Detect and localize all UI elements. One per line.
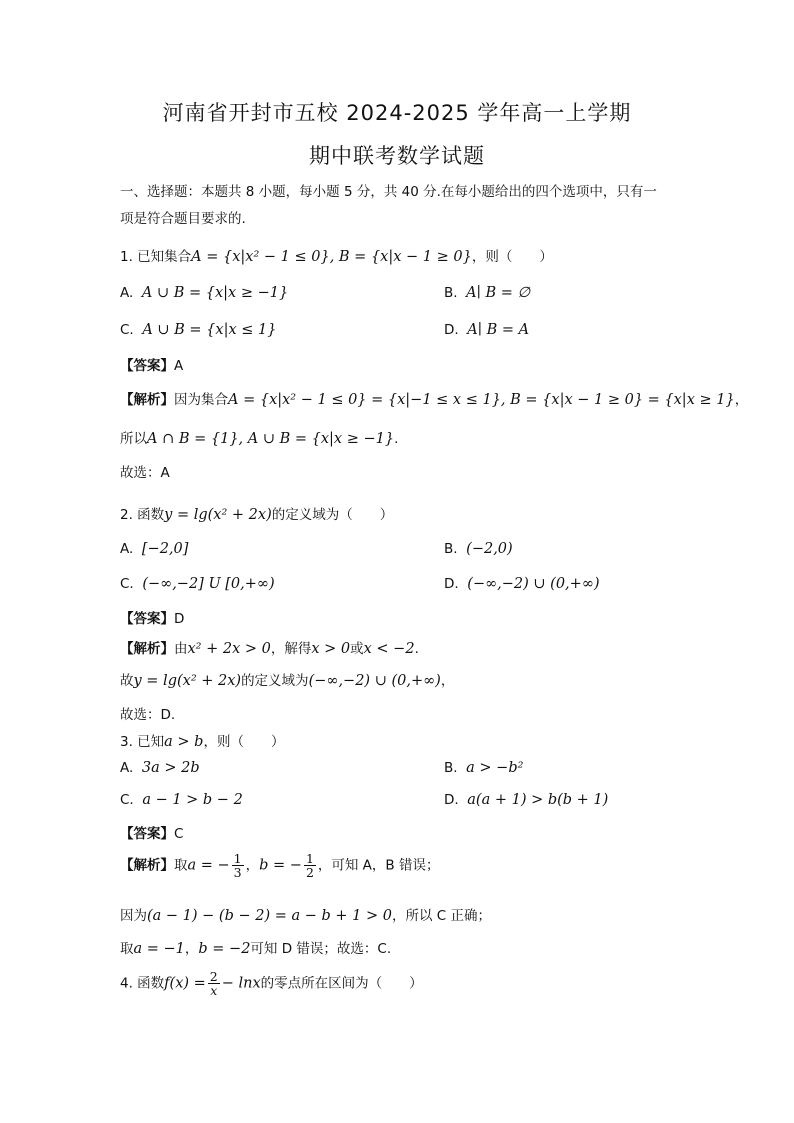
q3-a1-m1: a = − [187,857,230,874]
q1-option-c-label: C. [120,322,134,338]
q2-answer-value: D [174,611,185,627]
q1-answer [120,354,183,374]
q1-answer-value: A [174,358,184,374]
q4-stem-prefix: 4. 函数 [120,975,165,992]
q3-stem [120,730,284,750]
q1-analysis-end: ， [734,392,749,408]
document-title-line1: 河南省开封市五校 2024-2025 学年高一上学期 [162,101,632,125]
q1-option-c [120,322,276,338]
q2-option-b-label: B. [444,541,458,557]
q1-option-a-label: A. [120,285,134,301]
q1-option-c-text: A ∪ B = {x|x ≤ 1} [142,322,277,338]
q2-stem-math: y = lg(x² + 2x) [164,507,272,523]
q2-a1-c: 或 [350,641,364,657]
q1-option-d [444,322,529,338]
q3-a2-a: 因为 [120,908,147,924]
q2-a1: 由 [174,641,188,657]
q1-option-d-text: A∣ B = A [467,322,530,338]
q3-option-b [444,760,523,776]
q3-analysis-line1 [120,852,439,879]
q1-option-a [120,285,288,301]
document-title-line2: 期中联考数学试题 [309,144,485,168]
q3-a3-m2: b = −2 [198,941,251,957]
q3-a1-frac1-den: 3 [233,865,242,880]
q2-answer [120,607,184,627]
q2-option-c-text: (−∞,−2] U [0,+∞) [142,576,275,592]
q1-analysis2-end: . [394,431,399,447]
q3-stem-math: a > b [164,734,204,750]
q2-option-a-text: [−2,0] [141,541,189,557]
q2-a1-m2: x > 0 [311,641,351,657]
q4-stem-math-a: f(x) = [164,975,206,992]
q2-a1-b: ，解得 [270,641,312,657]
q2-a2-m2: (−∞,−2) ∪ (0,+∞) [308,673,441,689]
q4-stem-frac-den: x [210,983,218,998]
q3-stem-prefix: 3. 已知 [120,734,165,750]
q3-a1-b: ， [245,857,260,874]
q2-a1-m3: x < −2 [363,641,415,657]
q2-a1-m1: x² + 2x > 0 [187,641,271,657]
q1-analysis2-math: A ∩ B = {1}, A ∪ B = {x|x ≥ −1} [147,431,395,447]
q1-analysis-tag: 【解析】 [120,392,174,408]
q1-analysis-line1 [120,388,748,408]
q1-analysis-line2 [120,427,398,447]
q2-a1-d: . [414,641,419,657]
q2-a2-c: ， [440,673,455,689]
q2-option-c [120,576,275,592]
q3-option-d-label: D. [444,792,459,808]
q3-option-c [120,792,243,808]
q3-a1-frac1 [232,852,244,879]
q3-option-a [120,760,200,776]
q3-option-b-label: B. [444,760,458,776]
q4-stem-math-b: − lnx [221,975,261,992]
q3-a1-frac2 [304,852,316,879]
q1-stem-prefix: 1. 已知集合 [120,249,192,265]
q2-a2-m1: y = lg(x² + 2x) [133,673,242,689]
q1-option-a-text: A ∪ B = {x|x ≥ −1} [141,285,289,301]
q2-a2-a: 故 [120,673,134,689]
q1-option-b [444,285,530,301]
q2-option-b [444,541,513,557]
q1-option-d-label: D. [444,322,459,338]
q3-stem-suffix: ，则（ ） [203,734,285,750]
q2-option-a-label: A. [120,541,134,557]
q1-stem-suffix: ，则（ ） [471,249,553,265]
q2-analysis-line2 [120,669,454,689]
q3-option-d [444,792,608,808]
q3-option-c-text: a − 1 > b − 2 [142,792,243,808]
q3-a3-b: ， [184,941,199,957]
q3-a1-m2: b = − [259,857,302,874]
q3-answer-tag: 【答案】 [120,826,174,842]
q4-stem-frac-num: 2 [209,969,218,984]
q3-a3-c: 可知 D 错误；故选：C. [250,941,392,957]
q3-option-d-text: a(a + 1) > b(b + 1) [467,792,609,808]
q2-stem-prefix: 2. 函数 [120,507,165,523]
q4-stem [120,970,423,997]
q2-conclusion: 故选：D. [120,707,176,723]
q3-a1-a: 取 [174,857,188,874]
q2-analysis-line1 [120,637,419,657]
q2-option-d [444,576,600,592]
q3-option-a-text: 3a > 2b [141,760,200,776]
q1-answer-tag: 【答案】 [120,358,174,374]
q3-answer-value: C [174,826,184,842]
q1-analysis-math: A = {x|x² − 1 ≤ 0} = {x|−1 ≤ x ≤ 1}, B = {x|x − 1 ≥ 0} = {x|x ≥ 1} [228,392,735,408]
q1-stem [120,245,553,265]
q2-a2-b: 的定义域为 [241,673,309,689]
q3-option-b-text: a > −b² [466,760,524,776]
q1-analysis-text: 因为集合 [174,392,228,408]
q2-option-c-label: C. [120,576,134,592]
q3-analysis-line2 [120,904,491,924]
q1-option-b-text: A∣ B = ∅ [466,285,531,301]
section-heading-line2: 项是符合题目要求的. [120,211,246,227]
q3-a1-c: ，可知 A，B 错误； [317,857,440,874]
q3-analysis-tag: 【解析】 [120,857,174,874]
q2-option-d-label: D. [444,576,459,592]
q1-conclusion: 故选：A [120,465,170,481]
q3-answer [120,822,183,842]
q2-stem-suffix: 的定义域为（ ） [271,507,394,523]
q3-a3-m1: a = −1 [133,941,185,957]
q3-option-c-label: C. [120,792,134,808]
q3-a3-a: 取 [120,941,134,957]
q1-stem-math: A = {x|x² − 1 ≤ 0}, B = {x|x − 1 ≥ 0} [191,249,472,265]
q2-stem [120,503,393,523]
q3-a1-frac1-num: 1 [233,851,242,866]
q1-option-b-label: B. [444,285,458,301]
q3-a1-frac2-den: 2 [305,865,314,880]
q2-option-b-text: (−2,0) [466,541,513,557]
q3-a2-m: (a − 1) − (b − 2) = a − b + 1 > 0 [147,908,392,924]
q2-option-a [120,541,188,557]
q3-a1-frac2-num: 1 [305,851,314,866]
q2-option-d-text: (−∞,−2) ∪ (0,+∞) [467,576,600,592]
q4-stem-frac [208,970,220,997]
section-heading-line1: 一、选择题：本题共 8 小题，每小题 5 分，共 40 分.在每小题给出的四个选项中，只有一 [120,184,657,200]
q2-answer-tag: 【答案】 [120,611,174,627]
q2-analysis-tag: 【解析】 [120,641,174,657]
q3-a2-b: ，所以 C 正确； [391,908,491,924]
q4-stem-suffix: 的零点所在区间为（ ） [260,975,423,992]
q3-option-a-label: A. [120,760,134,776]
q3-analysis-line3 [120,937,391,957]
q1-analysis2-text: 所以 [120,431,147,447]
